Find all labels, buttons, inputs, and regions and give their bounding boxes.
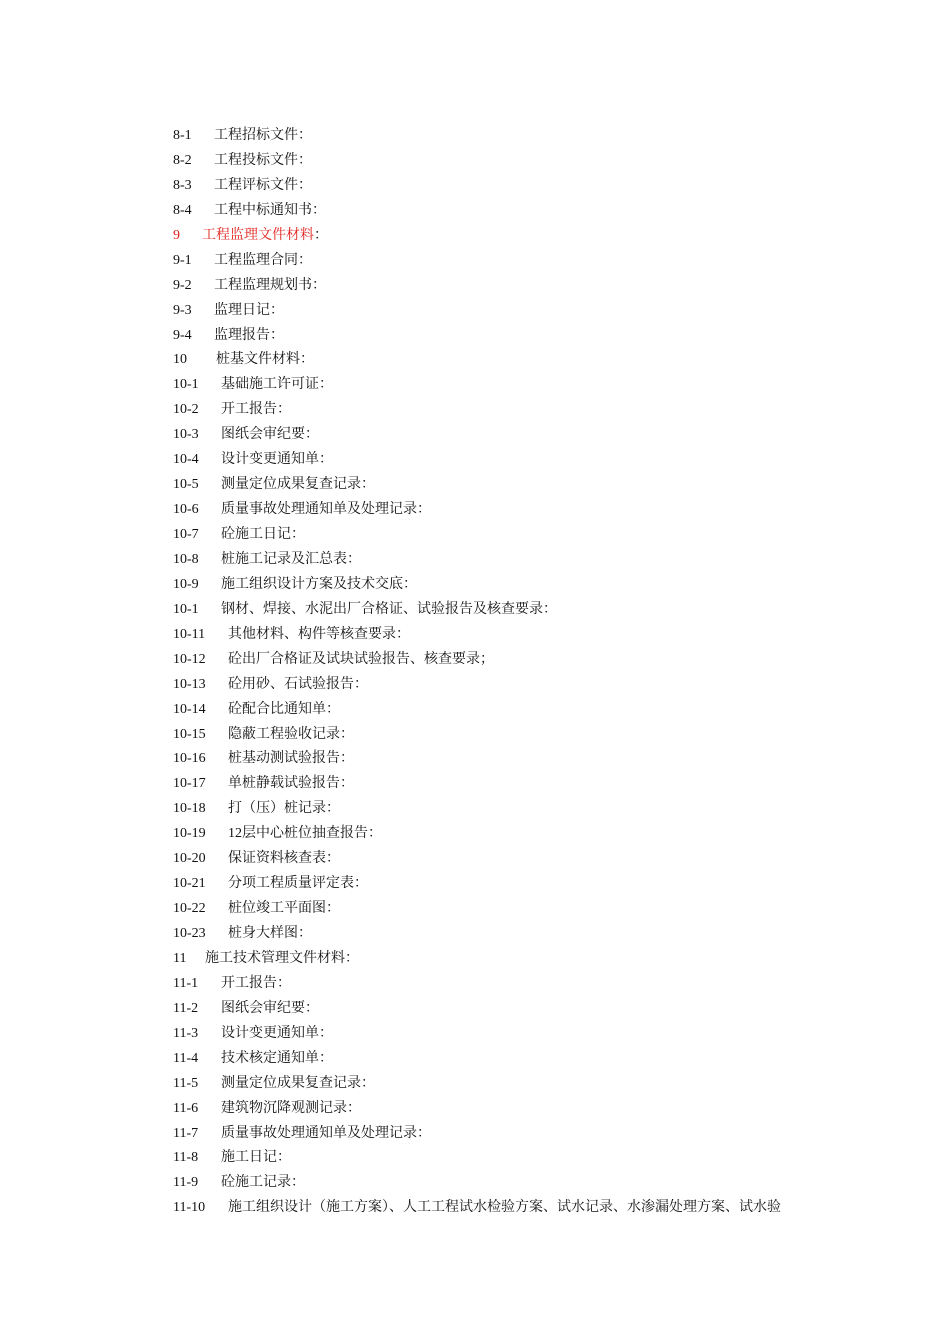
item-title: 工程监理合同: [214, 252, 298, 268]
item-colon: ：: [319, 377, 333, 393]
item-colon: ：: [417, 502, 431, 518]
item-title: 图纸会审纪要: [221, 1000, 305, 1016]
item-number: 9-2: [173, 277, 192, 293]
item-title: 测量定位成果复查记录: [221, 477, 361, 493]
list-item: [173, 1122, 873, 1147]
list-item: [173, 822, 873, 847]
list-item: [173, 423, 873, 448]
list-item: [173, 348, 873, 373]
item-number: 10-1: [173, 601, 199, 617]
item-colon: ：: [326, 901, 340, 917]
item-number: 10-17: [173, 776, 206, 792]
item-number: 9-4: [173, 327, 192, 343]
item-colon: ：: [340, 751, 354, 767]
item-title: 设计变更通知单: [221, 1025, 319, 1041]
item-number: 10-6: [173, 502, 199, 518]
item-number: 10-23: [173, 926, 206, 941]
item-colon: ：: [543, 601, 557, 617]
list-item: [173, 498, 873, 523]
item-title: 开工报告: [221, 402, 277, 418]
list-item: [173, 673, 873, 698]
item-number: 11-1: [173, 975, 199, 991]
item-title: 其他材料、构件等核查要录: [228, 626, 396, 642]
item-number: 8-3: [173, 177, 192, 193]
item-title: 工程评标文件: [214, 177, 298, 193]
list-item: [173, 373, 873, 398]
list-item: [173, 1171, 873, 1196]
item-colon: ：: [277, 402, 291, 418]
item-colon: ：: [354, 676, 368, 692]
list-item: [173, 922, 873, 947]
item-number: 11-9: [173, 1175, 199, 1191]
item-title: 监理报告: [214, 327, 270, 343]
item-number: 10-11: [173, 626, 206, 642]
list-item: [173, 1047, 873, 1072]
item-number: 10: [173, 352, 187, 368]
item-title: 砼施工日记: [221, 527, 291, 542]
item-colon: ：: [277, 1150, 291, 1166]
list-item: [173, 947, 873, 972]
item-number: 10-20: [173, 851, 206, 867]
item-title: 设计变更通知单: [221, 452, 319, 468]
item-number: 10-16: [173, 751, 206, 767]
list-item: [173, 698, 873, 723]
item-colon: ：: [354, 876, 368, 892]
item-title: 桩身大样图: [228, 926, 298, 941]
item-title: 单桩静载试验报告: [228, 776, 340, 792]
item-colon: ：: [312, 277, 326, 293]
list-item: [173, 648, 873, 673]
list-item: [173, 598, 873, 623]
item-colon: ：: [298, 152, 312, 168]
item-colon: ：: [347, 551, 361, 567]
list-item: [173, 1072, 873, 1097]
item-number: 11-2: [173, 1000, 199, 1016]
item-colon: ：: [361, 1075, 375, 1091]
item-title: 测量定位成果复查记录: [221, 1075, 361, 1091]
item-colon: ：: [305, 427, 319, 443]
item-colon: ：: [298, 252, 312, 268]
item-title: 工程招标文件: [214, 128, 298, 143]
list-item: [173, 573, 873, 598]
list-item: [173, 1196, 873, 1221]
item-number: 10-18: [173, 801, 206, 817]
list-item: [173, 723, 873, 748]
item-title: 建筑物沉降观测记录: [221, 1100, 347, 1116]
list-item: [173, 623, 873, 648]
list-item: [173, 149, 873, 174]
item-colon: ：: [314, 227, 328, 243]
item-title: 监理日记: [214, 302, 270, 318]
item-colon: ：: [291, 1175, 305, 1191]
item-title: 基础施工许可证: [221, 377, 319, 393]
list-item: [173, 324, 873, 349]
item-title: 工程监理文件材料: [202, 227, 314, 243]
item-colon: ：: [403, 576, 417, 592]
item-number: 10-13: [173, 676, 206, 692]
item-number: 10-8: [173, 551, 199, 567]
item-colon: ：: [270, 302, 284, 318]
item-colon: ：: [347, 1100, 361, 1116]
item-number: 10-12: [173, 651, 206, 667]
item-title: 施工技术管理文件材料: [205, 950, 345, 966]
list-item: [173, 299, 873, 324]
list-item: [173, 249, 873, 274]
item-title: 砼用砂、石试验报告: [228, 676, 354, 692]
list-item: [173, 199, 873, 224]
item-number: 11: [173, 950, 187, 966]
item-colon: ：: [326, 851, 340, 867]
list-item: [173, 997, 873, 1022]
item-number: 10-5: [173, 477, 199, 493]
list-item: [173, 972, 873, 997]
item-number: 10-22: [173, 901, 206, 917]
list-item: [173, 872, 873, 897]
item-title: 砼配合比通知单: [228, 701, 326, 717]
item-title: 桩基动测试验报告: [228, 751, 340, 767]
item-colon: ：: [326, 801, 340, 817]
list-item: [173, 448, 873, 473]
item-colon: ：: [305, 1000, 319, 1016]
item-title: 桩基文件材料: [216, 352, 300, 368]
item-colon: ：: [298, 128, 312, 143]
item-number: 10-14: [173, 701, 206, 717]
item-colon: ：: [319, 1050, 333, 1066]
list-item: [173, 473, 873, 498]
item-number: 10-2: [173, 402, 199, 418]
item-title: 质量事故处理通知单及处理记录: [221, 1125, 417, 1141]
item-number: 11-4: [173, 1050, 199, 1066]
item-title: 保证资料核查表: [228, 851, 326, 867]
item-title: 砼施工记录: [221, 1175, 291, 1191]
item-colon: ：: [270, 327, 284, 343]
item-colon: ：: [298, 177, 312, 193]
item-colon: ：: [319, 452, 333, 468]
list-item: [173, 174, 873, 199]
list-item: [173, 847, 873, 872]
item-number: 10-7: [173, 527, 199, 542]
item-title: 桩位竣工平面图: [228, 901, 326, 917]
item-number: 11-7: [173, 1125, 199, 1141]
item-colon: ：: [312, 202, 326, 218]
list-item: [173, 398, 873, 423]
item-colon: ：: [340, 776, 354, 792]
list-item: [173, 523, 873, 548]
item-number: 9-3: [173, 302, 192, 318]
item-number: 10-1: [173, 377, 199, 393]
list-item: [173, 897, 873, 922]
item-title: 质量事故处理通知单及处理记录: [221, 502, 417, 518]
item-colon: ：: [300, 352, 314, 368]
item-colon: ：: [298, 926, 312, 941]
item-number: 11-6: [173, 1100, 199, 1116]
item-colon: ：: [277, 975, 291, 991]
item-colon: ：: [361, 477, 375, 493]
item-colon: ：: [340, 726, 354, 742]
item-title: 施工组织设计方案及技术交底: [221, 576, 403, 592]
item-number: 11-10: [173, 1200, 206, 1216]
item-number: 11-3: [173, 1025, 199, 1041]
list-item: [173, 772, 873, 797]
item-number: 10-4: [173, 452, 199, 468]
list-item: [173, 274, 873, 299]
item-number: 9: [173, 227, 180, 243]
list-item: [173, 1146, 873, 1171]
item-number: 10-21: [173, 876, 206, 892]
list-item: [173, 224, 873, 249]
item-title: 施工日记: [221, 1150, 277, 1166]
item-number: 10-9: [173, 576, 199, 592]
item-title: 技术核定通知单: [221, 1050, 319, 1066]
item-number: 10-3: [173, 427, 199, 443]
item-title: 图纸会审纪要: [221, 427, 305, 443]
item-number: 8-2: [173, 152, 192, 168]
item-colon: ：: [368, 826, 382, 842]
item-title: 打（压）桩记录: [228, 801, 326, 817]
item-title: 砼出厂合格证及试块试验报告、核查要录: [228, 651, 480, 667]
item-colon: ：: [345, 950, 359, 966]
item-colon: ：: [417, 1125, 431, 1141]
list-item: [173, 124, 873, 149]
item-colon: ：: [326, 701, 340, 717]
item-title: 12层中心桩位抽查报告: [228, 826, 368, 842]
document-item-list: [173, 124, 873, 1221]
item-colon: ：: [396, 626, 410, 642]
item-title: 隐蔽工程验收记录: [228, 726, 340, 742]
item-title: 分项工程质量评定表: [228, 876, 354, 892]
item-colon: ；: [480, 651, 494, 667]
item-title: 开工报告: [221, 975, 277, 991]
item-title: 工程中标通知书: [214, 202, 312, 218]
list-item: [173, 548, 873, 573]
item-number: 8-1: [173, 128, 192, 143]
item-number: 8-4: [173, 202, 192, 218]
item-number: 9-1: [173, 252, 192, 268]
list-item: [173, 1097, 873, 1122]
item-colon: ：: [291, 527, 305, 542]
list-item: [173, 797, 873, 822]
item-title: 工程投标文件: [214, 152, 298, 168]
item-title: 桩施工记录及汇总表: [221, 551, 347, 567]
item-title: 工程监理规划书: [214, 277, 312, 293]
item-title: 钢材、焊接、水泥出厂合格证、试验报告及核查要录: [221, 601, 543, 617]
item-number: 11-8: [173, 1150, 199, 1166]
item-title: 施工组织设计（施工方案）、人工工程试水检验方案、试水记录、水渗漏处理方案、试水验: [228, 1200, 781, 1216]
list-item: [173, 1022, 873, 1047]
item-number: 10-15: [173, 726, 206, 742]
list-item: [173, 747, 873, 772]
item-number: 11-5: [173, 1075, 199, 1091]
item-number: 10-19: [173, 826, 206, 842]
item-colon: ：: [319, 1025, 333, 1041]
